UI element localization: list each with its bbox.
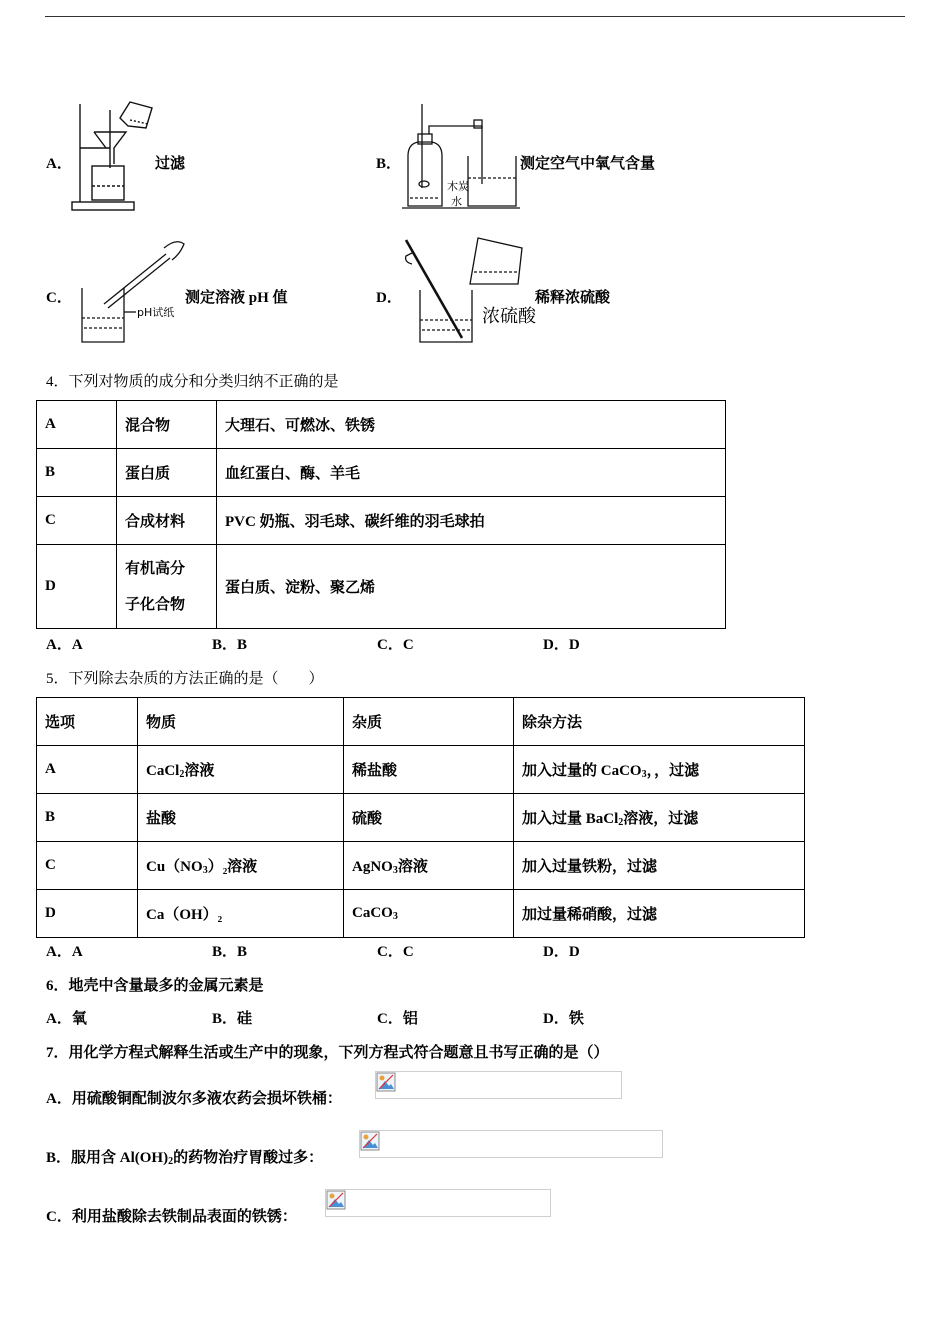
q4-row-key: B [37, 449, 117, 497]
q4-row-key: C [37, 497, 117, 545]
q3-option-d-letter: D． [376, 290, 402, 306]
q7-option-a[interactable]: A．用硫酸铜配制波尔多液农药会损坏铁桶： [46, 1091, 342, 1107]
q5-row-method: 加入过量铁粉，过滤 [514, 842, 805, 890]
q5-row-impurity: AgNO$_3$溶液 [344, 842, 514, 890]
q5-row-substance: Ca（OH）₂ [138, 890, 344, 938]
q4-answer-a[interactable]: A．A [46, 637, 83, 653]
table-row [37, 746, 805, 794]
q5-table [36, 697, 805, 938]
table-row [37, 545, 726, 629]
q4-row-category: 合成材料 [117, 497, 217, 545]
table-row [37, 794, 805, 842]
q3-label-charcoal: 木炭 [447, 180, 469, 193]
q5-header: 杂质 [344, 698, 514, 746]
q4-category-line: 子化合物 [125, 596, 186, 613]
q5-row-method: 加入过量 BaCl$_2$溶液，过滤 [514, 794, 805, 842]
q5-answer-a[interactable]: A．A [46, 944, 83, 960]
q5-row-impurity: 硫酸 [344, 794, 514, 842]
q3-option-d-label: 稀释浓硫酸 [535, 290, 611, 306]
header-rule [45, 16, 905, 17]
q7-option-c[interactable]: C．利用盐酸除去铁制品表面的铁锈： [46, 1209, 297, 1225]
table-row [37, 401, 726, 449]
q7-option-c-equation-image [325, 1189, 551, 1217]
q4-row-items: 血红蛋白、酶、羊毛 [217, 449, 726, 497]
q5-row-key: C [37, 842, 138, 890]
table-row [37, 890, 805, 938]
q3-option-c-label: 测定溶液 pH 值 [185, 290, 288, 306]
broken-image-icon [376, 1072, 396, 1092]
q5-header: 选项 [37, 698, 138, 746]
q5-answer-d[interactable]: D．D [543, 944, 580, 960]
q4-row-items: PVC 奶瓶、羽毛球、碳纤维的羽毛球拍 [217, 497, 726, 545]
dilute-acid-figure [402, 234, 530, 346]
q5-stem: 5．下列除去杂质的方法正确的是（ ） [46, 671, 324, 687]
q4-row-key: A [37, 401, 117, 449]
table-row [37, 497, 726, 545]
q3-label-water: 水 [451, 195, 462, 208]
q4-stem: 4．下列对物质的成分和分类归纳不正确的是 [46, 374, 339, 390]
q6-answer-d[interactable]: D．铁 [543, 1011, 584, 1027]
q6-stem: 6．地壳中含量最多的金属元素是 [46, 978, 264, 994]
q6-answer-a[interactable]: A．氧 [46, 1011, 87, 1027]
q4-row-category: 混合物 [117, 401, 217, 449]
q3-option-b-label: 测定空气中氧气含量 [520, 156, 656, 172]
q4-row-items: 大理石、可燃冰、铁锈 [217, 401, 726, 449]
table-row [37, 449, 726, 497]
q4-row-items: 蛋白质、淀粉、聚乙烯 [217, 545, 726, 629]
ph-test-figure [76, 234, 188, 346]
q3-option-c-letter: C． [46, 290, 72, 306]
q4-row-category: 蛋白质 [117, 449, 217, 497]
q5-row-substance: CaCl$_2$溶液 [138, 746, 344, 794]
q7-option-a-equation-image [375, 1071, 622, 1099]
q5-row-substance: $Cu(NO_3)_2$溶液 [138, 842, 344, 890]
q5-answer-c[interactable]: C．C [377, 944, 414, 960]
q4-answer-b[interactable]: B．B [212, 637, 248, 653]
q5-row-key: D [37, 890, 138, 938]
q4-answer-d[interactable]: D．D [543, 637, 580, 653]
q7-stem: 7．用化学方程式解释生活或生产中的现象，下列方程式符合题意且书写正确的是（） [46, 1045, 609, 1061]
table-header-row [37, 698, 805, 746]
q5-row-method: 加过量稀硝酸，过滤 [514, 890, 805, 938]
table-row [37, 842, 805, 890]
q6-answer-c[interactable]: C．铝 [377, 1011, 418, 1027]
q7-option-b-equation-image [359, 1130, 663, 1158]
q5-header: 物质 [138, 698, 344, 746]
q6-answer-b[interactable]: B．硅 [212, 1011, 253, 1027]
q5-row-method: 加入过量的 CaCO$_3$，，过滤 [514, 746, 805, 794]
q4-category-line: 有机高分 [125, 560, 186, 577]
q5-header: 除杂方法 [514, 698, 805, 746]
q5-row-impurity: 稀盐酸 [344, 746, 514, 794]
q4-table [36, 400, 726, 629]
q3-option-a-label: 过滤 [155, 156, 186, 172]
q3-label-conc-sulfuric: 浓硫酸 [482, 306, 536, 327]
q3-option-b-letter: B． [376, 156, 402, 172]
q5-row-impurity: CaCO$_3$ [344, 890, 514, 938]
filtration-apparatus-figure [70, 98, 160, 214]
q5-answer-b[interactable]: B．B [212, 944, 248, 960]
q3-option-a-letter: A． [46, 156, 72, 172]
q4-row-category [117, 545, 217, 629]
q4-answer-c[interactable]: C．C [377, 637, 414, 653]
q4-row-key: D [37, 545, 117, 629]
q7-option-b[interactable]: B．服用含 $Al(OH)_2$的药物治疗胃酸过多： [46, 1150, 324, 1167]
q5-row-key: A [37, 746, 138, 794]
broken-image-icon [360, 1131, 380, 1151]
q3-label-ph-paper: pH试纸 [137, 306, 175, 319]
broken-image-icon [326, 1190, 346, 1210]
q5-row-substance: 盐酸 [138, 794, 344, 842]
q5-row-key: B [37, 794, 138, 842]
